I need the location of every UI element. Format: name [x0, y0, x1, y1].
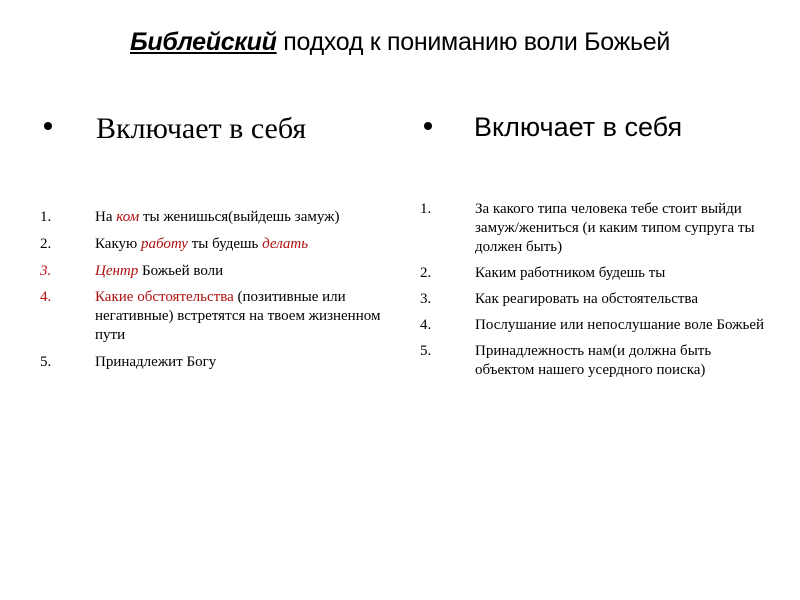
item-number: 1. — [420, 201, 432, 217]
item-emphasis: Какие обстоятельства — [95, 289, 234, 305]
list-item — [40, 288, 400, 345]
item-text: Послушание или непослушание воле Божьей — [475, 317, 765, 333]
list-item — [420, 290, 770, 309]
left-heading: Включает в себя — [96, 112, 307, 145]
bullet-dot-icon — [424, 122, 432, 130]
item-text: Каким работником будешь ты — [475, 265, 666, 281]
item-emphasis: Центр — [95, 263, 139, 279]
left-column — [40, 112, 400, 372]
item-emphasis: ком — [116, 209, 140, 225]
right-list — [420, 200, 770, 380]
item-emphasis: делать — [262, 236, 309, 252]
item-number: 3. — [420, 291, 432, 307]
item-number: 4. — [40, 289, 52, 305]
item-text: За какого типа человека тебе стоит выйди замуж/жениться (и каким типом супруга ты должен быть) — [475, 201, 755, 255]
title-rest: подход к пониманию воли Божьей — [276, 28, 671, 56]
item-number: 2. — [420, 265, 432, 281]
item-text: Какую — [95, 236, 141, 252]
item-text: Принадлежит Богу — [95, 354, 217, 370]
list-item — [420, 264, 770, 283]
title-emphasis: Библейский — [129, 28, 277, 56]
item-text: Божьей воли — [138, 263, 224, 279]
item-number: 3. — [40, 263, 52, 279]
item-emphasis: работу — [141, 236, 188, 252]
right-heading: Включает в себя — [474, 112, 683, 142]
item-text: На — [95, 209, 117, 225]
right-bullet — [420, 112, 770, 152]
item-text: Принадлежность нам(и должна быть объектом нашего усердного поиска) — [475, 343, 712, 378]
left-bullet — [40, 112, 400, 152]
list-item — [40, 235, 400, 254]
list-item — [40, 353, 400, 372]
item-text: ты женишься(выйдешь замуж) — [139, 209, 340, 225]
item-number: 1. — [40, 209, 52, 225]
item-text: (позитивные или негативные) встретятся на твоем жизненном пути — [95, 289, 381, 343]
item-text: ты будешь — [187, 236, 263, 252]
list-item — [420, 200, 770, 257]
list-item — [40, 208, 400, 227]
item-number: 4. — [420, 317, 432, 333]
bullet-dot-icon — [44, 122, 52, 130]
item-number: 5. — [420, 343, 432, 359]
slide-title — [0, 28, 800, 57]
right-column — [420, 112, 770, 380]
list-item — [40, 262, 400, 281]
list-item — [420, 342, 770, 380]
item-number: 5. — [40, 354, 52, 370]
item-text: Как реагировать на обстоятельства — [475, 291, 698, 307]
list-item — [420, 316, 770, 335]
item-number: 2. — [40, 236, 52, 252]
left-list — [40, 208, 400, 372]
